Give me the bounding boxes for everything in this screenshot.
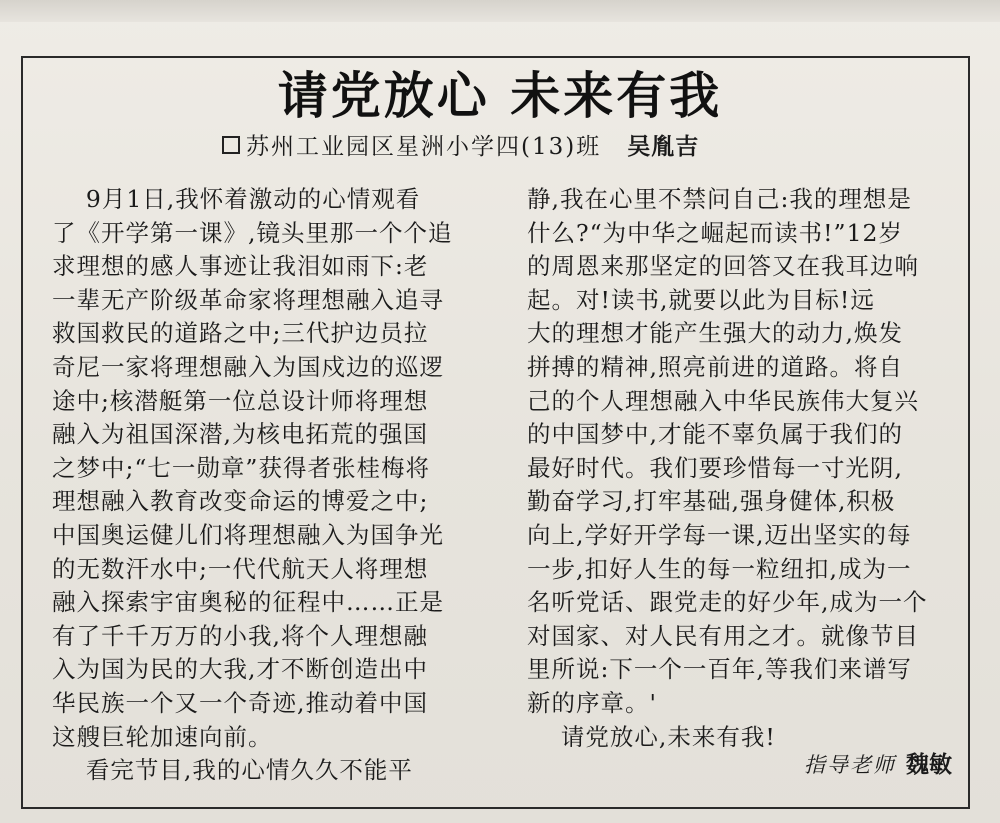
article-text-line: 华民族一个又一个奇迹,推动着中国 — [52, 688, 428, 717]
article-text-line: 求理想的感人事迹让我泪如雨下:老 — [52, 252, 429, 281]
article-text-line: 什么?“为中华之崛起而读书!”12岁 — [527, 218, 903, 247]
article-text-line: 之梦中;“七一勋章”获得者张桂梅将 — [52, 453, 430, 482]
article-text-line: 有了千千万万的小我,将个人理想融 — [52, 621, 428, 650]
article-text-line: 静,我在心里不禁问自己:我的理想是 — [527, 185, 912, 213]
article-text-line: 里所说:下一个一百年,等我们来谱写 — [527, 655, 912, 684]
article-text-line: 对国家、对人民有用之才。就像节目 — [527, 621, 919, 650]
article-text-line: 向上,学好开学每一课,迈出坚实的每 — [527, 520, 912, 549]
page-fold — [0, 0, 1000, 22]
article-text-line: 看完节目,我的心情久久不能平 — [52, 756, 413, 785]
article-text-line: 奇尼一家将理想融入为国戍边的巡逻 — [52, 352, 444, 381]
article-text-line: 勤奋学习,打牢基础,强身健体,积极 — [527, 487, 896, 516]
byline-author: 吴胤吉 — [627, 134, 700, 160]
article-text-line: 最好时代。我们要珍惜每一寸光阴, — [527, 453, 903, 482]
article-text-line: 融入为祖国深潜,为核电拓荒的强国 — [52, 420, 428, 449]
teacher-label: 指导老师 — [804, 753, 896, 777]
article-text-line: 请党放心,未来有我! — [527, 722, 776, 751]
article-text-line: 融入探索宇宙奥秘的征程中……正是 — [52, 588, 444, 617]
article-text-line: 9月1日,我怀着激动的心情观看 — [52, 185, 421, 213]
byline-school: 苏州工业园区星洲小学四(13)班 — [246, 134, 602, 160]
article-text-line: 入为国为民的大我,才不断创造出中 — [52, 655, 428, 684]
article-text-line: 救国救民的道路之中;三代护边员拉 — [52, 319, 429, 348]
article-text-line: 途中;核潜艇第一位总设计师将理想 — [52, 386, 429, 415]
article-text-line: 的无数汗水中;一代代航天人将理想 — [52, 554, 429, 583]
article-column-left — [52, 183, 486, 788]
article-text-line: 起。对!读书,就要以此为目标!远 — [527, 285, 875, 314]
teacher-name: 魏敏 — [906, 752, 952, 778]
article-column-right — [527, 183, 952, 754]
article-text-line: 一辈无产阶级革命家将理想融入追寻 — [52, 285, 444, 314]
article-text-line: 中国奥运健儿们将理想融入为国争光 — [52, 520, 444, 549]
article-text-line: 了《开学第一课》,镜头里那一个个追 — [52, 218, 453, 247]
article-text-line: 大的理想才能产生强大的动力,焕发 — [527, 319, 903, 348]
article-headline: 请党放心 未来有我 — [277, 67, 723, 125]
article-text-line: 的周恩来那坚定的回答又在我耳边响 — [527, 252, 919, 281]
teacher-credit — [804, 746, 952, 779]
article-text-line: 理想融入教育改变命运的博爱之中; — [52, 487, 429, 516]
article-text-line: 这艘巨轮加速向前。 — [52, 722, 273, 751]
byline — [222, 128, 699, 161]
article-text-line: 名听党话、跟党走的好少年,成为一个 — [527, 588, 928, 617]
square-bullet-icon — [222, 136, 240, 154]
article-text-line: 的中国梦中,才能不辜负属于我们的 — [527, 420, 903, 449]
article-text-line: 新的序章。' — [527, 688, 657, 717]
article-text-line: 己的个人理想融入中华民族伟大复兴 — [527, 386, 919, 415]
article-text-line: 拼搏的精神,照亮前进的道路。将自 — [527, 352, 903, 381]
article-text-line: 一步,扣好人生的每一粒纽扣,成为一 — [527, 554, 912, 583]
